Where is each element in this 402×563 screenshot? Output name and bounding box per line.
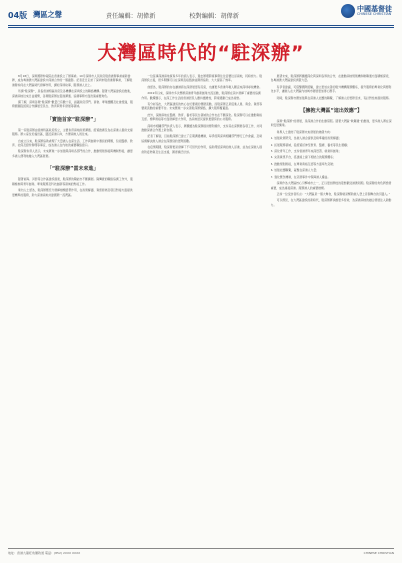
paragraph: 業內人士認為，駐深辦應充分發揮橋樑紐帶作用，在政策解讀、資訊發佈及項目對接方面提供更精準的服務，助力深港兩地共建國際一流灣區。 [12, 188, 133, 197]
article-body [12, 74, 392, 523]
list-item: 6. 加強社團聯繫，凝聚在深港人力量； [270, 168, 319, 173]
subheading: 【擁抱大灣區“這出效應”】 [300, 108, 363, 115]
paragraph: 正如一位受訪者所言：“大灣區是一個大舞台，駐深辦就是幫助港人登上這個舞台的引路人。” [276, 191, 391, 196]
paragraph: 所謂“駐深辦”，是指香港特區政府及各機構在深圳設立的聯絡機構。隨著大灣區建設的推進，深港兩地往來日益頻繁，各類駐深辦在促進溝通、協調事務方面扮演重要角色。 [12, 89, 133, 98]
paragraph: 一位從事深港兩地貿易多年的商人表示，過去辦理跨境事務往往需要往返兩地，耗時費力。駐深辦設立後，很多問題可以在深圳直接諮詢並獲得協助，大大提高了效率。 [141, 74, 263, 83]
list-item: 2. 拓展服務領域，從經貿延伸至教育、醫療、養老等民生範疇； [270, 142, 350, 147]
paragraph: 深圳“駐深辦”的發展，是深港合作的生動寫照。隨著大灣區“軟聯通”的推進，更多港人將在深圳安居樂業。 [270, 119, 392, 128]
logo-english-text: CHINESE CHRISTIAN [357, 11, 392, 16]
editor-credit: 責任編輯：胡偉新 [105, 12, 156, 20]
article-title: 大灣區時代的“駐深辦” [97, 42, 305, 64]
paragraph: 記者了解到，目前駐深辦已建立了定期溝通機制，每季度與深圳相關部門舉行工作會議，及時協調解決港人港企在深遇到的實際困難。 [141, 134, 263, 143]
list-item: 3. 深化青年工作，支持香港青年來深實習、就業和創業； [270, 149, 342, 154]
footer-address: 地址：香港九龍旺角彌敦道 電話：(852) 2XXX XXXX [8, 551, 81, 555]
page-number: 04版 [8, 10, 28, 20]
footer-brand: CHINESE CHRISTIAN [363, 551, 394, 555]
logo-chinese-text: 中國基督徒 [357, 4, 392, 13]
paragraph: 據了解，深圳各類“駐深辦”數量已有數十家，涵蓋政府部門、商會、專業團體及社會組織，服務範圍從經貿合作擴展至民生、教育與青年發展等領域。 [12, 100, 133, 109]
paragraph: 有分析指出，大灣區建設的核心在於要素的便捷流動，而駐深辦正是促進人員、資金、資訊等要素流動的重要平台。未來應進一步完善駐深辦網絡，擴大服務覆蓋面。 [141, 102, 263, 111]
paragraph: 自成立以來，駐深辦協助處理了大量港人在深生活、工作與創業中遇到的問題，包括醫療、教育、社保及證件辦理等事宜，成為港人在內地的重要聯絡窗口。 [12, 138, 133, 148]
paragraph: 在疫情期間，駐深辦更是發揮了不可替代的作用，協助滯留深圳的港人返港，並為在深港人提供防疫物資及生活支援，獲得廣泛好評。 [141, 145, 263, 154]
paragraph: 同時，駐深辦亦應加強與在深港人社團的聯繫，了解港人的實際需求，有針對性地提供服務。 [276, 95, 392, 100]
column-1 [12, 74, 133, 523]
subheading: 「“駐深辦”當未來進」 [46, 166, 99, 173]
paragraph: 此外，深港兩地在醫療、教育、養老等民生領域的合作也在不斷深化。駐深辦可以在推動資格互認、標準銜接等方面發揮更大作用，為兩地居民提供更優質的公共服務。 [141, 112, 263, 122]
paragraph: 第一家駐深辦由香港特區政府設立，主要負責兩地政策溝通、經貿推廣及為在深港人提供支援服務。辦公室位於福田區，臨近深港口岸，方便兩地人員往來。 [12, 127, 133, 137]
paragraph: 深圳作為大灣區核心引擎城市之一，正以更加開放的姿態歡迎港澳同胞。駐深辦的角色將愈發重要，成為連接深港、服務港人的重要橋樑。 [270, 181, 392, 190]
paragraph: 有學者建議，可借鑒國際經驗，建立更加完善的駐外機構服務體系，提升服務的專業化與便利化水平，讓港人在大灣區內地城市發展更加得心應手。 [270, 84, 392, 94]
paragraph: 他認為，駐深辦的存在讓港商在深發展更有底氣，也讓更多香港年輕人願意來深圳尋找機會。 [147, 84, 263, 89]
column-3 [271, 74, 392, 523]
page-header [8, 6, 394, 24]
list-item: 7. 強化應急機制，在突發事件中保障港人權益。 [270, 174, 331, 179]
subheading: 「實施首家“駐深辦”」 [46, 116, 99, 123]
column-2 [141, 74, 262, 523]
list-item: 1. 加強政策研究，為港人港企提供及時準確的政策解讀； [270, 136, 342, 141]
paragraph: 可以預見，在大灣區建設的新時代，駐深辦將承擔更多使命，為深港兩地的融合發展注入新動力。 [270, 198, 392, 207]
list-item: 4. 完善資訊平台，搭建線上線下相結合的服務體系； [270, 155, 336, 160]
list-item: 5. 推動規則銜接，在專業資格互認等方面率先突破； [270, 161, 336, 166]
section-name: 灣區之聲 [33, 10, 62, 19]
paragraph: 8月18日，深圳國際仲裁院在香港設立了辦事處。10月深圳市人民政府駐香港辦事處重新掛牌，成為粵港澳大灣區建設中深港合作的一個縮影。記者近日走訪了深圳市駐香港辦事處，了解駐港辦如何在大灣區時代發揮作用，講好深圳故事，服務港人北上。 [12, 74, 133, 87]
globe-logo-icon [341, 4, 355, 18]
paragraph: 駐深辦負責人表示，未來將進一步加強與深圳各部門的合作，推動規則銜接與機制對接，讓更多港人便利地融入大灣區發展。 [12, 149, 133, 158]
header-rule-thin [8, 27, 394, 28]
header-rule [8, 25, 394, 26]
paragraph: 業界人士總結了駐深辦未來發展的幾個方向： [276, 129, 333, 134]
page-footer [8, 548, 394, 555]
masthead-logo [341, 4, 392, 18]
paragraph: 深圳市相關部門負責人表示，將繼續為駐深辦提供便利條件，支持其在深開展各項工作，共同推動深港合作邁上新台階。 [141, 123, 263, 133]
paragraph: 隨著前海、河套等合作區建設提速，駐深辦的職能亦不斷擴展。除傳統的聯絡協調工作外，還積極參與青年創業、專業服務及科技創新等領域的對接工作。 [12, 177, 133, 186]
paragraph: 展望未來，駐深辦將繼續深化與深圳各界的合作，在推動兩地規則機制軟聯通方面積極探索，為粵港澳大灣區建設貢獻力量。 [270, 74, 392, 83]
paragraph: 2019年以來，深圳市多次舉辦深港青年創新創業交流活動，駐深辦在其中發揮了重要的協調作用。數據顯示，在深工作生活的香港居民人數持續增加，跨境通勤已成為常態。 [141, 91, 261, 100]
coeditor-credit: 校對編輯：胡偉新 [189, 12, 239, 20]
